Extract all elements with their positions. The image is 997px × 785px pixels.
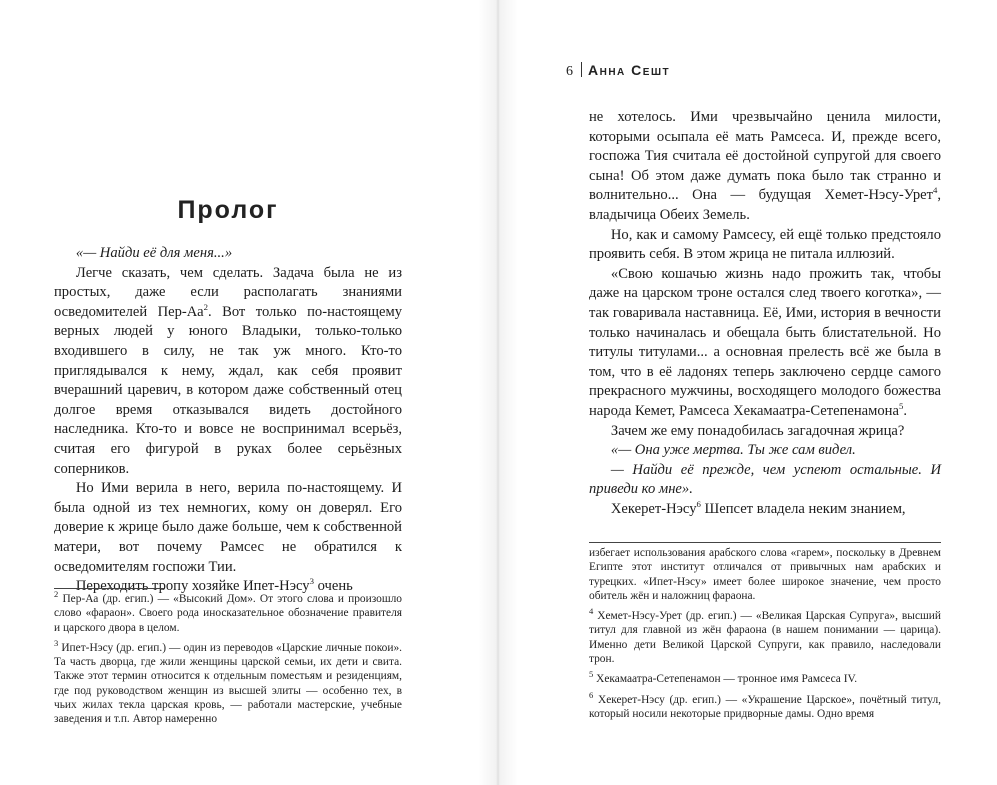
page-number: 6 <box>566 64 573 79</box>
footnote: $^6$ Хекерет-Нэсу (др. егип.) — «Украшение Царское», почётный титул, который носили некоторые придворные дамы. Одно время <box>589 689 941 720</box>
gutter-shadow <box>478 0 518 785</box>
paragraph: Но, как и самому Рамсесу, ей ещё только предстояло проявить себя. В этом жрица не питала иллюзий. <box>589 226 941 263</box>
footnote-ref[interactable]: 5 <box>898 401 904 412</box>
footnote-ref[interactable]: 4 <box>932 185 938 196</box>
paragraph: Но Ими верила в него, верила по-настоящему. И была одной из тех немногих, кому он доверял. Его доверие к жрице было даже больше, чем к собственной матери, вот почему Рамсес не обратился к осведомителям госпожи Тии. <box>54 480 402 575</box>
dialogue-line: — Найди её прежде, чем успеют остальные. И приведи ко мне». <box>589 461 941 498</box>
divider <box>581 62 582 77</box>
footnote-divider <box>54 588 164 589</box>
paragraph: Легче сказать, чем сделать. Задача была не из простых, даже если располагать знаниями осведомителей Пер-$Аа^2$. Вот только по-настоящему верных людей у юного Владыки, только-только входившего в силу, не так уж много. Кто-то приглядывался к нему, ждал, как себя проявит вчерашний царевич, в котором даже собственный отец долгое время отказывался видеть достойного наследника. Кто-то и вовсе не воспринимал всерьёз, считая его фигурой в руках более серьёзных соперников. <box>54 264 402 477</box>
right-body-text <box>589 108 941 519</box>
author-name: Анна Сешт <box>588 62 671 78</box>
left-body-text <box>54 244 402 597</box>
footnote: $^2$ Пер-Аа (др. егип.) — «Высокий Дом». От этого слова и произошло слово «фараон». Своего рода иносказательное обозначение правителя и царского двора в целом. <box>54 589 402 634</box>
paragraph: Хекерет-Нэсу$^6$ Шепсет владела неким знанием, <box>610 499 906 517</box>
footnote-divider <box>589 542 941 543</box>
epigraph: «— Найди её для меня...» <box>75 245 233 261</box>
footnote: $^4$ Хемет-Нэсу-Урет (др. егип.) — «Великая Царская Супруга», высший титул для главной из жён фараона (в нашем понимании — царица). Именно дети Великой Царской Супруги, как правило, наследовали трон. <box>589 606 941 666</box>
paragraph: «Свою кошачью жизнь надо прожить так, чтобы даже на царском троне остался след твоего коготка», — так говаривала наставница. Её, Ими, история в вечности только начиналась и обещала быть блистательной. Но титулы титулами... а основная прелесть всё же была в том, что в её ладонях теперь заключено сердце самого прекрасного мужчины, восходящего молодого божества народа Кемет, Рамсеса Хекамаатра-Сетепенамона$^5$. <box>589 265 941 419</box>
running-head <box>566 62 670 80</box>
paragraph: Переходить тропу хозяйке Ипет-Нэсу$^3$ очень <box>75 576 353 595</box>
footnote: избегает использования арабского слова «гарем», поскольку в Древнем Египте этот институт отличался от привычных нам арабских и турецких. «Ипет-Нэсу» имеет более широкое значение, чем просто обитель жён и наложниц фараона. <box>589 547 941 602</box>
footnote-ref[interactable]: 6 <box>696 499 701 510</box>
left-page <box>0 0 497 785</box>
right-footnotes <box>589 546 941 727</box>
footnote: $^5$ Хекамаатра-Сетепенамон — тронное имя Рамсеса IV. <box>589 669 858 686</box>
dialogue-line: «— Она уже мертва. Ты же сам видел. <box>610 442 856 459</box>
paragraph: не хотелось. Ими чрезвычайно ценила милости, которыми осыпала её мать Рамсеса. И, прежде всего, госпожа Тия считала её достойной супругой для своего сына! Об этом даже думать пока было так странно и волнительно... Она — будущая Хемет-Нэсу-Урет$^4$, владычица Обеих Земель. <box>589 109 941 223</box>
footnote-ref[interactable]: 3 <box>309 576 314 587</box>
footnote-ref[interactable]: 2 <box>203 301 208 312</box>
footnote: $^3$ Ипет-Нэсу (др. егип.) — один из переводов «Царские личные покои». Та часть дворца, где жили женщины царской семьи, их дети и свита. Также этот термин относится к отдельным поместьям и резиденциям, где под руководством женщин из высшей элиты — особенно тех, в чьих жилах текла царская кровь, — работали мастерские, учебные заведения и т.п. Автор намеренно <box>54 638 402 726</box>
chapter-title: Пролог <box>177 196 279 224</box>
left-footnotes <box>54 589 402 733</box>
paragraph: Зачем же ему понадобилась загадочная жрица? <box>610 422 905 439</box>
